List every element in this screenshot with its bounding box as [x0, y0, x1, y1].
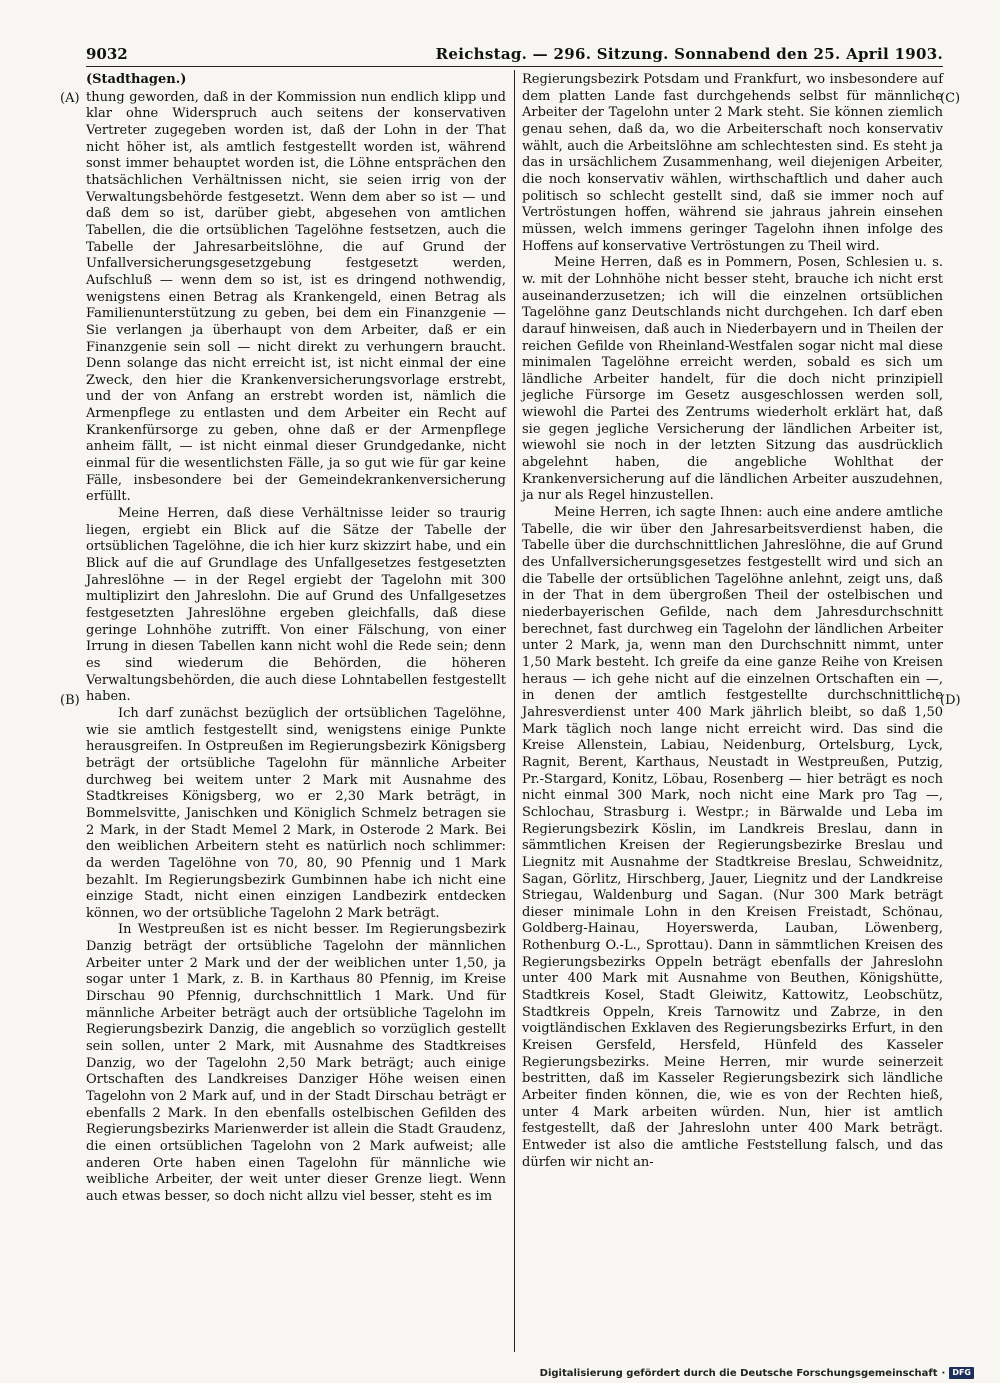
- margin-marker-d: (D): [940, 693, 961, 708]
- header-rule: [86, 66, 943, 67]
- paragraph: In Westpreußen ist es nicht besser. Im Regierungsbezirk Danzig beträgt der ortsübliche Tagelohn der männlichen Arbeiter unter 2 Mark und der der weiblichen unter 1,50, ja sogar unter 1 Mark, z. B. in Karthaus 80 Pfennig, im Kreise Dirschau 90 Pfennig, durchschnittlich 1 Mark. Und für männliche Arbeiter beträgt auch der ortsübliche Tagelohn im Regierungsbezirk Danzig, die angeblich so vorzüglich gestellt sein sollen, unter 2 Mark, mit Ausnahme des Stadtkreises Danzig, wo der Tagelohn 2,50 Mark beträgt; auch einige Ortschaften des Landkreises Danziger Höhe weisen einen Tagelohn von 2 Mark auf, und in der Stadt Dirschau beträgt er ebenfalls 2 Mark. In den ebenfalls ostelbischen Gefilden des Regierungsbezirks Marienwerder ist allein die Stadt Graudenz, die einen ortsüblichen Tagelohn von 2 Mark aufweist; alle anderen Orte haben einen Tagelohn für männliche wie weibliche Arbeiter, der weit unter dieser Grenze liegt. Wenn auch etwas besser, so doch nicht allzu viel besser, steht es im: [86, 922, 506, 1204]
- paragraph: Ich darf zunächst bezüglich der ortsüblichen Tagelöhne, wie sie amtlich festgestellt sind, wenigstens einige Punkte herausgreifen. In Ostpreußen im Regierungsbezirk Königsberg beträgt der ortsübliche Tagelohn für männliche Arbeiter durchweg bei weitem unter 2 Mark mit Ausnahme des Stadtkreises Königsberg, wo er 2,30 Mark beträgt, in Bommelsvitte, Janischken und Königlich Schmelz betragen sie 2 Mark, in der Stadt Memel 2 Mark, in Osterode 2 Mark. Bei den weiblichen Arbeitern steht es natürlich noch schlimmer: da werden Tagelöhne von 70, 80, 90 Pfennig und 1 Mark bezahlt. Im Regierungsbezirk Gumbinnen habe ich nicht eine einzige Stadt, nicht einen einzigen Landbezirk entdecken können, wo der ortsübliche Tagelohn 2 Mark beträgt.: [86, 705, 506, 921]
- dfg-logo-icon: DFG: [949, 1367, 974, 1379]
- paragraph: Regierungsbezirk Potsdam und Frankfurt, wo insbesondere auf dem platten Lande fast durchgehends selbst für männliche Arbeiter der Tagelohn unter 2 Mark steht. Sie können ziemlich genau sehen, daß da, wo die Arbeiterschaft noch konservativ wählt, auch die Arbeitslöhne am schlechtesten sind. Es steht ja das in ursächlichem Zusammenhang, weil diejenigen Arbeiter, die noch konservativ wählen, wirthschaftlich und daher auch politisch so schlecht gestellt sind, daß sie immer noch auf Vertröstungen hoffen, während sie jahraus jahrein einsehen müssen, welch immens geringer Tagelohn ihnen infolge des Hoffens auf konservative Vertröstungen zu Theil wird.: [522, 72, 943, 254]
- margin-marker-b: (B): [60, 693, 80, 708]
- column-divider: [514, 70, 515, 1352]
- page-number: 9032: [86, 45, 128, 63]
- margin-marker-a: (A): [60, 91, 80, 106]
- right-column: [522, 72, 943, 1171]
- running-title: Reichstag. — 296. Sitzung. Sonnabend den 25. April 1903.: [435, 45, 943, 63]
- paragraph: thung geworden, daß in der Kommission nun endlich klipp und klar ohne Widerspruch auch seitens der konservativen Vertreter zugegeben worden ist, daß der Lohn in der That nicht höher ist, als amtlich festgestellt worden ist, während sonst immer behauptet worden ist, die Löhne entsprächen den thatsächlichen Verhältnissen nicht, sie seien irrig von der Verwaltungsbehörde festgesetzt. Wenn dem aber so ist — und daß dem so ist, darüber giebt, abgesehen von amtlichen Tabellen, die die ortsüblichen Tagelöhne festsetzen, auch die Tabelle der Jahresarbeitslöhne, die auf Grund der Unfallversicherungsgesetzgebung festgesetzt werden, Aufschluß — wenn dem so ist, ist es dringend nothwendig, wenigstens einen Betrag als Krankengeld, einen Betrag als Familienunterstützung zu geben, bei dem ein Finanzgenie — Sie verlangen ja überhaupt von dem Arbeiter, daß er ein Finanzgenie sein soll — nicht direkt zu verhungern braucht. Denn solange das nicht erreicht ist, ist nicht einmal der eine Zweck, den hier die Krankenversicherungsvorlage erstrebt, und der von Anfang an erstrebt worden ist, nämlich die Armenpflege zu entlasten und dem Arbeiter ein Recht auf Krankenfürsorge zu geben, ohne daß er der Armenpflege anheim fällt, — ist nicht einmal dieser Grundgedanke, nicht einmal für die wesentlichsten Fälle, ja so gut wie für gar keine Fälle, insbesondere bei der Gemeindekrankenversicherung erfüllt.: [86, 89, 506, 505]
- footer-credit: Digitalisierung gefördert durch die Deutsche Forschungsgemeinschaft: [539, 1367, 938, 1379]
- paragraph: Meine Herren, daß es in Pommern, Posen, Schlesien u. s. w. mit der Lohnhöhe nicht besser steht, brauche ich nicht erst auseinanderzusetzen; ich will die einzelnen ortsüblichen Tagelöhne ganz Deutschlands nicht durchgehen. Ich darf eben darauf hinweisen, daß auch in Niederbayern und in Theilen der reichen Gefilde von Rheinland-Westfalen sogar nicht mal diese minimalen Tagelöhne erreicht werden, sobald es sich um ländliche Arbeiter handelt, für die doch nicht prinzipiell jegliche Fürsorge im Gesetz ausgeschlossen werden soll, wiewohl die Partei des Zentrums wiederholt erklärt hat, daß sie gegen jegliche Versicherung der ländlichen Arbeiter ist, wiewohl sie noch in der letzten Sitzung das ausdrücklich abgelehnt haben, die angebliche Wohlthat der Krankenversicherung auf die ländlichen Arbeiter auszudehnen, ja nur als Regel hinzustellen.: [522, 255, 943, 504]
- page-header: [86, 44, 943, 64]
- paragraph: Meine Herren, ich sagte Ihnen: auch eine andere amtliche Tabelle, die wir über den Jahresarbeitsverdienst haben, die Tabelle über die durchschnittlichen Jahreslöhne, die auf Grund des Unfallversicherungsgesetzes festgestellt wird und sich an die Tabelle der ortsüblichen Tagelöhne anlehnt, zeigt uns, daß in der That in dem übergroßen Theil der ostelbischen und niederbayerischen Gefilde, nach dem Jahresdurchschnitt berechnet, fast durchweg ein Tagelohn der ländlichen Arbeiter unter 2 Mark, ja, wenn man den Durchschnitt nimmt, unter 1,50 Mark besteht. Ich greife da eine ganze Reihe von Kreisen heraus — ich gehe nicht auf die einzelnen Ortschaften ein —, in denen der amtlich festgestellte durchschnittliche Jahresverdienst unter 400 Mark jährlich bleibt, so daß 1,50 Mark täglich noch lange nicht erreicht wird. Das sind die Kreise Allenstein, Labiau, Neidenburg, Ortelsburg, Lyck, Ragnit, Berent, Karthaus, Neustadt in Westpreußen, Putzig, Pr.-Stargard, Konitz, Löbau, Rosenberg — hier beträgt es noch nicht einmal 300 Mark, noch nicht eine Mark pro Tag —, Schlochau, Strasburg i. Westpr.; in Bärwalde und Leba im Regierungsbezirk Köslin, im Landkreis Breslau, dann in sämmtlichen Kreisen der Regierungsbezirke Breslau und Liegnitz mit Ausnahme der Stadtkreise Breslau, Schweidnitz, Sagan, Görlitz, Hirschberg, Jauer, Liegnitz und der Landkreise Striegau, Waldenburg und Sagan. (Nur 300 Mark beträgt dieser minimale Lohn in den Kreisen Freistadt, Schönau, Goldberg-Hainau, Hoyerswerda, Lauban, Löwenberg, Rothenburg O.-L., Sprottau). Dann in sämmtlichen Kreisen des Regierungsbezirks Oppeln beträgt ebenfalls der Jahreslohn unter 400 Mark mit Ausnahme von Beuthen, Königshütte, Stadtkreis Kosel, Stadt Gleiwitz, Kattowitz, Leobschütz, Stadtkreis Oppeln, Kreis Tarnowitz und Zabrze, in den voigtländischen Exklaven des Regierungsbezirks Erfurt, in den Kreisen Gersfeld, Hersfeld, Hünfeld des Kasseler Regierungsbezirks. Meine Herren, mir wurde seinerzeit bestritten, daß im Kasseler Regierungsbezirk sich ländliche Arbeiter finden können, die, wie es von der Rechten hieß, unter 4 Mark arbeiten würden. Nun, hier ist amtlich festgestellt, daß der Jahreslohn unter 400 Mark beträgt. Entweder ist also die amtliche Feststellung falsch, und das dürfen wir nicht an-: [522, 505, 943, 1170]
- digitization-footer: Digitalisierung gefördert durch die Deutsche Forschungsgemeinschaft · DFG: [540, 1367, 974, 1379]
- left-column: [86, 72, 506, 1206]
- margin-marker-c: (C): [940, 91, 961, 106]
- speaker-name: (Stadthagen.): [86, 72, 187, 87]
- paragraph: Meine Herren, daß diese Verhältnisse leider so traurig liegen, ergiebt ein Blick auf die Sätze der Tabelle der ortsüblichen Tagelöhne, die ich hier kurz skizzirt habe, und ein Blick auf die auf Grundlage des Unfallgesetzes festgesetzten Jahreslöhne — in der Regel ergiebt der Tagelohn mit 300 multiplizirt den Jahreslohn. Die auf Grund des Unfallgesetzes festgesetzten Jahreslöhne ergeben gleichfalls, daß diese geringe Lohnhöhe zutrifft. Von einer Fälschung, von einer Irrung in diesen Tabellen kann nicht wohl die Rede sein; denn es sind wiederum die Behörden, die höheren Verwaltungsbehörden, die auch diese Lohntabellen festgestellt haben.: [86, 506, 506, 705]
